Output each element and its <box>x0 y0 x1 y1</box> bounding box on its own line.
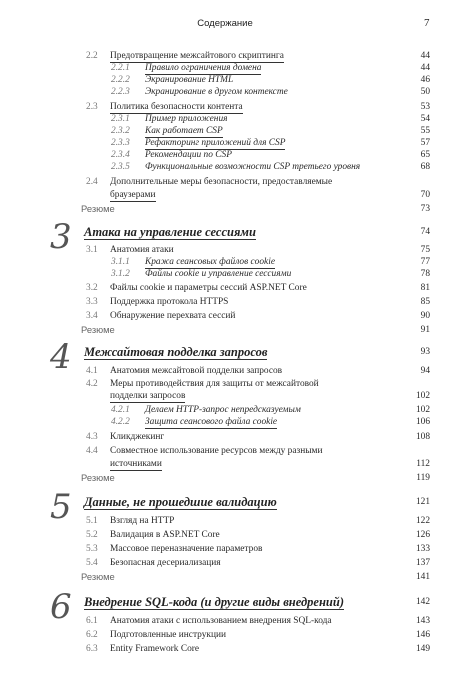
section-page-number: 102 <box>415 405 430 415</box>
section-title: Entity Framework Core <box>110 644 200 654</box>
toc-entry[interactable] <box>0 86 450 98</box>
toc-entry[interactable] <box>0 125 450 137</box>
section-number: 3.1.2 <box>111 269 130 279</box>
section-number: 2.4 <box>86 177 98 187</box>
chapter-number: 6 <box>50 587 72 627</box>
section-title: Кража сеансовых файлов cookie <box>145 257 275 267</box>
section-number: 6.3 <box>86 644 98 654</box>
page-number: 7 <box>424 17 430 29</box>
section-page-number: 46 <box>420 75 430 85</box>
toc-entry[interactable] <box>0 176 450 188</box>
section-number: 4.2.2 <box>111 417 130 427</box>
section-title: Защита сеансового файла cookie <box>145 417 278 427</box>
toc-entry-continuation[interactable] <box>0 458 450 470</box>
section-title: Взгляд на HTTP <box>110 516 175 526</box>
section-title: Дополнительные меры безопасности, предоставляемые <box>110 177 333 187</box>
chapter-number: 5 <box>50 487 72 527</box>
toc-entry[interactable] <box>0 629 450 641</box>
toc-entry[interactable] <box>0 244 450 256</box>
section-title: Резюме <box>81 571 115 582</box>
section-title: Пример приложения <box>145 114 228 124</box>
section-title: Валидация в ASP.NET Core <box>110 530 220 540</box>
section-page-number: 112 <box>416 459 430 469</box>
toc-entry[interactable] <box>0 268 450 280</box>
toc-entry[interactable] <box>0 282 450 294</box>
section-number: 2.3.4 <box>111 150 130 160</box>
toc-entry[interactable] <box>0 149 450 161</box>
section-number: 2.3.2 <box>111 126 130 136</box>
section-title: Совместное использование ресурсов между разными <box>110 446 323 456</box>
section-page-number: 78 <box>420 269 430 279</box>
toc-entry[interactable] <box>0 137 450 149</box>
section-title: Как работает CSP <box>145 126 223 136</box>
toc-entry[interactable] <box>0 296 450 308</box>
section-page-number: 90 <box>420 311 430 321</box>
section-title: Файлы cookie и управление сессиями <box>145 269 292 279</box>
toc-entry[interactable] <box>0 431 450 443</box>
section-title: Резюме <box>81 324 115 335</box>
section-number: 5.2 <box>86 530 98 540</box>
section-page-number: 108 <box>415 432 430 442</box>
section-title: Резюме <box>81 472 115 483</box>
section-title: Делаем HTTP-запрос непредсказуемым <box>145 405 301 415</box>
section-title: Анатомия атаки <box>110 245 174 255</box>
section-title: Поддержка протокола HTTPS <box>110 297 229 307</box>
section-page-number: 55 <box>420 126 430 136</box>
section-number: 4.1 <box>86 366 98 376</box>
summary-entry[interactable] <box>0 472 450 484</box>
section-number: 4.2.1 <box>111 405 130 415</box>
section-page-number: 57 <box>420 138 430 148</box>
section-page-number: 122 <box>415 516 430 526</box>
section-title: Обнаружение перехвата сессий <box>110 311 236 321</box>
toc-entry[interactable] <box>0 529 450 541</box>
toc-entry[interactable] <box>0 557 450 569</box>
chapter-page-number: 142 <box>415 597 430 607</box>
toc-entry[interactable] <box>0 615 450 627</box>
section-page-number: 137 <box>415 558 430 568</box>
section-number: 2.3 <box>86 102 98 112</box>
section-number: 5.3 <box>86 544 98 554</box>
section-page-number: 94 <box>420 366 430 376</box>
section-number: 2.2 <box>86 51 98 61</box>
section-number: 4.4 <box>86 446 98 456</box>
section-number: 2.2.1 <box>111 63 130 73</box>
section-page-number: 70 <box>420 190 430 200</box>
section-title: Политика безопасности контента <box>110 102 243 112</box>
section-number: 3.2 <box>86 283 98 293</box>
section-number: 4.2 <box>86 379 98 389</box>
toc-entry-continuation[interactable] <box>0 189 450 201</box>
running-header-title: Содержание <box>197 18 253 29</box>
section-title: Безопасная десериализация <box>110 558 221 568</box>
toc-entry[interactable] <box>0 62 450 74</box>
section-number: 2.2.3 <box>111 87 130 97</box>
section-number: 3.1.1 <box>111 257 130 267</box>
section-page-number: 53 <box>420 102 430 112</box>
toc-entry[interactable] <box>0 101 450 113</box>
section-title: Правило ограничения домена <box>145 63 262 73</box>
section-title: Рекомендации по CSP <box>145 150 232 160</box>
toc-entry[interactable] <box>0 113 450 125</box>
section-title: Предотвращение межсайтового скриптинга <box>110 51 284 61</box>
section-page-number: 146 <box>415 630 430 640</box>
section-page-number: 50 <box>420 87 430 97</box>
section-title: Резюме <box>81 203 115 214</box>
toc-entry[interactable] <box>0 310 450 322</box>
summary-entry[interactable] <box>0 203 450 215</box>
toc-entry[interactable] <box>0 643 450 655</box>
toc-entry[interactable] <box>0 161 450 173</box>
toc-entry[interactable] <box>0 416 450 428</box>
section-title: браузерами <box>110 190 156 200</box>
section-title: Подготовленные инструкции <box>110 630 227 640</box>
section-title: Функциональные возможности CSP третьего уровня <box>145 162 361 172</box>
section-page-number: 68 <box>420 162 430 172</box>
section-page-number: 65 <box>420 150 430 160</box>
section-page-number: 141 <box>415 572 430 582</box>
section-page-number: 77 <box>420 257 430 267</box>
toc-entry-continuation[interactable] <box>0 390 450 402</box>
section-title: Массовое переназначение параметров <box>110 544 263 554</box>
toc-entry[interactable] <box>0 445 450 457</box>
section-page-number: 54 <box>420 114 430 124</box>
section-page-number: 91 <box>420 325 430 335</box>
section-page-number: 75 <box>420 245 430 255</box>
section-number: 3.4 <box>86 311 98 321</box>
section-page-number: 81 <box>420 283 430 293</box>
section-title: подделки запросов <box>110 391 186 401</box>
chapter-page-number: 74 <box>420 227 430 237</box>
section-page-number: 85 <box>420 297 430 307</box>
section-title: Экранирование в другом контексте <box>145 87 288 97</box>
chapter-number: 3 <box>50 217 72 257</box>
section-number: 5.4 <box>86 558 98 568</box>
section-page-number: 126 <box>415 530 430 540</box>
toc-entry[interactable] <box>0 74 450 86</box>
section-number: 6.2 <box>86 630 98 640</box>
section-title: Рефакторинг приложений для CSP <box>145 138 286 148</box>
section-page-number: 44 <box>420 63 430 73</box>
chapter-title: Внедрение SQL-кода (и другие виды внедрений) <box>84 595 344 609</box>
toc-entry[interactable] <box>0 515 450 527</box>
section-number: 5.1 <box>86 516 98 526</box>
section-page-number: 143 <box>415 616 430 626</box>
section-page-number: 73 <box>420 204 430 214</box>
chapter-page-number: 93 <box>420 347 430 357</box>
summary-entry[interactable] <box>0 571 450 583</box>
toc-entry[interactable] <box>0 365 450 377</box>
section-number: 3.1 <box>86 245 98 255</box>
toc-entry[interactable] <box>0 50 450 62</box>
section-number: 4.3 <box>86 432 98 442</box>
chapter-number: 4 <box>50 337 72 377</box>
chapter-page-number: 121 <box>415 497 430 507</box>
section-title: Файлы cookie и параметры сессий ASP.NET Core <box>110 283 307 293</box>
chapter-title: Межсайтовая подделка запросов <box>84 345 268 359</box>
section-title: Анатомия межсайтовой подделки запросов <box>110 366 283 376</box>
section-title: Экранирование HTML <box>145 75 234 85</box>
section-number: 2.3.5 <box>111 162 130 172</box>
section-title: Кликджекинг <box>110 432 165 442</box>
toc-entry[interactable] <box>0 404 450 416</box>
section-title: источниками <box>110 459 162 469</box>
toc-entry[interactable] <box>0 543 450 555</box>
section-page-number: 149 <box>415 644 430 654</box>
section-number: 3.3 <box>86 297 98 307</box>
section-number: 2.3.1 <box>111 114 130 124</box>
chapter-title: Атака на управление сессиями <box>84 225 256 239</box>
section-page-number: 102 <box>415 391 430 401</box>
summary-entry[interactable] <box>0 324 450 336</box>
toc-entry[interactable] <box>0 256 450 268</box>
section-page-number: 133 <box>415 544 430 554</box>
section-number: 6.1 <box>86 616 98 626</box>
section-title: Анатомия атаки с использованием внедрения SQL-кода <box>110 616 332 626</box>
section-title: Меры противодействия для защиты от межсайтовой <box>110 379 319 389</box>
chapter-title: Данные, не прошедшие валидацию <box>84 495 277 509</box>
toc-entry[interactable] <box>0 378 450 390</box>
section-page-number: 119 <box>416 473 430 483</box>
section-number: 2.2.2 <box>111 75 130 85</box>
section-page-number: 44 <box>420 51 430 61</box>
section-number: 2.3.3 <box>111 138 130 148</box>
section-page-number: 106 <box>415 417 430 427</box>
